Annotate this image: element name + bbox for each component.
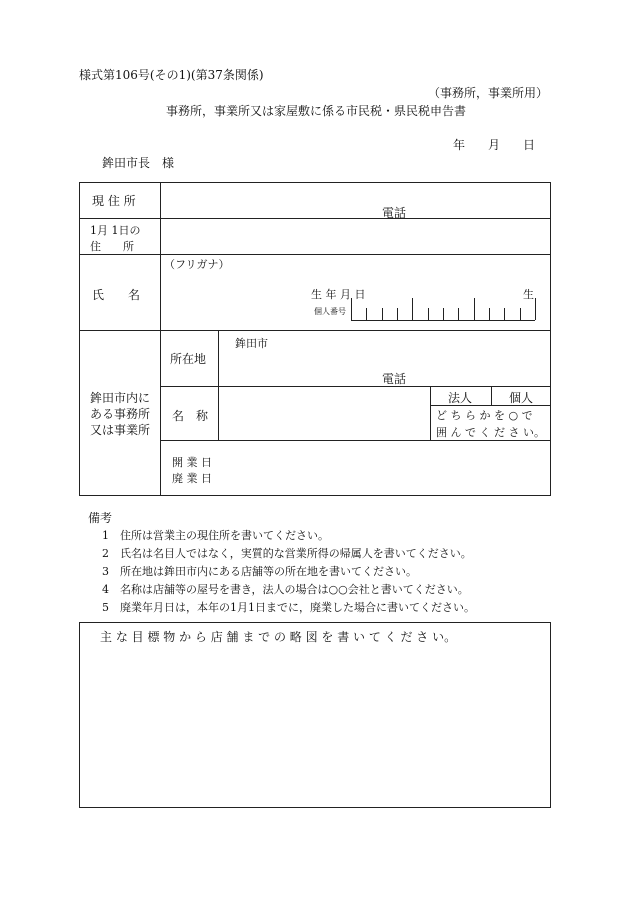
row-divider <box>160 440 551 441</box>
birthdate-field[interactable] <box>380 284 520 298</box>
birthdate-label: 生 年 月 日 <box>311 288 366 301</box>
location-field[interactable] <box>274 333 548 367</box>
opening-date-label: 開 業 日 <box>172 456 212 469</box>
circle-instruction-line2: 囲 ん で く だ さ い。 <box>436 426 545 439</box>
jan1-address-label-line1: 1月 1日の <box>90 224 141 237</box>
date-month-label: 月 <box>488 138 501 152</box>
notes-heading: 備考 <box>88 511 113 525</box>
jan1-address-field[interactable] <box>162 220 548 252</box>
office-section-label <box>90 390 150 438</box>
closing-date-label: 廃 業 日 <box>172 472 212 485</box>
jan1-address-label-line2: 住 所 <box>90 240 134 253</box>
map-instruction: 主 な 目 標 物 か ら 店 舗 ま で の 略 図 を 書 い て く だ さ い。 <box>100 630 457 644</box>
individual-number-field[interactable] <box>352 300 535 320</box>
number-box-divider <box>535 298 536 320</box>
date-year-label: 年 <box>453 138 466 152</box>
office-name-field[interactable] <box>220 388 428 438</box>
column-divider <box>160 182 161 496</box>
name-label: 氏 名 <box>92 288 141 302</box>
map-sketch-area[interactable] <box>79 622 551 808</box>
date-day-label: 日 <box>523 138 536 152</box>
office-name-label: 名 称 <box>172 409 209 423</box>
column-divider <box>218 330 219 440</box>
row-divider <box>79 218 551 219</box>
corporation-option[interactable]: 法人 <box>448 391 473 405</box>
row-divider <box>79 330 551 331</box>
office-phone-label: 電話 <box>382 372 407 386</box>
location-label: 所在地 <box>170 352 207 366</box>
current-address-field[interactable] <box>162 184 548 216</box>
phone-label: 電話 <box>382 206 407 220</box>
furigana-label: （フリガナ） <box>164 258 230 271</box>
office-section-label-line1: 鉾田市内に <box>90 391 151 405</box>
usage-note: （事務所，事業所用） <box>428 86 549 100</box>
birth-suffix: 生 <box>523 288 534 301</box>
page-title: 事務所，事業所又は家屋敷に係る市民税・県民税申告書 <box>166 104 467 118</box>
individual-option[interactable]: 個人 <box>509 391 534 405</box>
note-item: 4 名称は店舗等の屋号を書き，法人の場合は○○会社と書いてください。 <box>102 583 469 596</box>
office-section-label-line2: ある事務所 <box>90 407 151 421</box>
name-field[interactable] <box>162 268 307 326</box>
note-item: 5 廃業年月日は，本年の1月1日までに，廃業した場合に書いてください。 <box>102 601 475 614</box>
note-item: 2 氏名は名目人ではなく，実質的な営業所得の帰属人を書いてください。 <box>102 547 472 560</box>
note-item: 1 住所は営業主の現住所を書いてください。 <box>102 529 329 542</box>
circle-instruction-line1: ど ち ら か を ○ で <box>436 409 533 422</box>
location-prefill: 鉾田市 <box>235 337 268 350</box>
individual-number-baseline <box>351 320 535 321</box>
form-number: 様式第106号(その1)(第37条関係) <box>79 68 264 82</box>
office-section-label-line3: 又は事業所 <box>90 423 151 437</box>
individual-number-label: 個人番号 <box>314 307 346 316</box>
column-divider <box>430 386 431 440</box>
note-item: 3 所在地は鉾田市内にある店舗等の所在地を書いてください。 <box>102 565 417 578</box>
column-divider <box>491 386 492 405</box>
current-address-label: 現 住 所 <box>92 194 136 208</box>
addressee: 鉾田市長 様 <box>102 156 175 170</box>
row-divider <box>79 254 551 255</box>
business-dates-field[interactable] <box>220 444 548 492</box>
